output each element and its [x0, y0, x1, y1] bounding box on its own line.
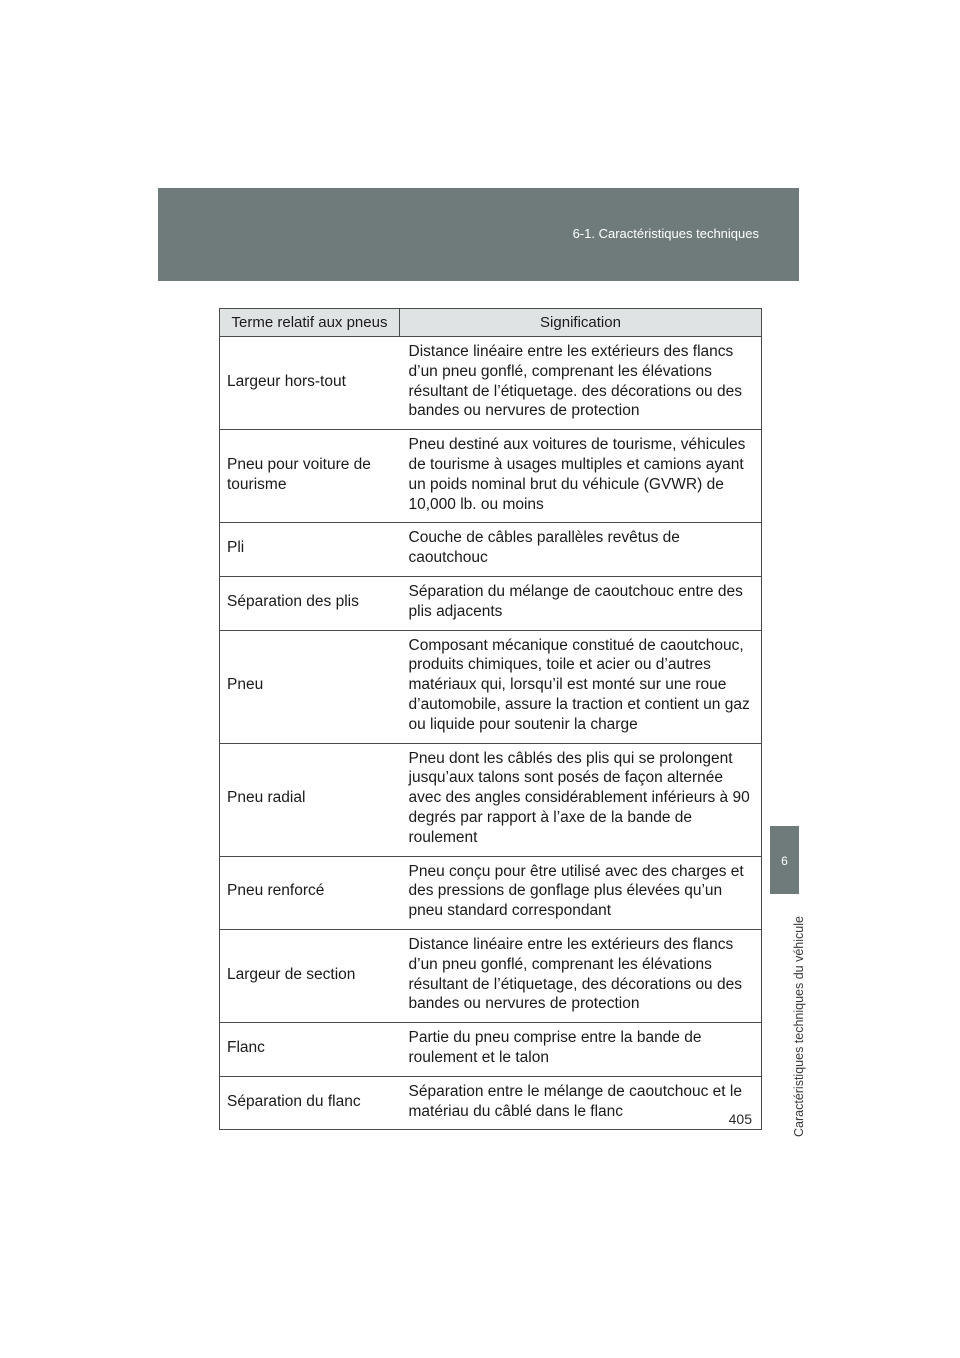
- meaning-cell: Composant mécanique constitué de caoutchouc, produits chimiques, toile et acier ou d’autres matériaux qui, lorsqu’il est monté sur une roue d’automobile, assure la traction et contient un gaz ou liquide pour soutenir la charge: [400, 630, 762, 743]
- meaning-cell: Pneu destiné aux voitures de tourisme, véhicules de tourisme à usages multiples et camions ayant un poids nominal brut du véhicule (GVWR) de 10,000 lb. ou moins: [400, 430, 762, 523]
- meaning-cell: Distance linéaire entre les extérieurs des flancs d’un pneu gonflé, comprenant les élévations résultant de l’étiquetage, des décorations ou des bandes ou nervures de protection: [400, 929, 762, 1022]
- meaning-cell: Séparation du mélange de caoutchouc entre des plis adjacents: [400, 576, 762, 630]
- column-header-meaning: Signification: [400, 309, 762, 337]
- page-number: 405: [728, 1111, 752, 1127]
- term-cell: Séparation des plis: [220, 576, 400, 630]
- table-row: [220, 430, 762, 523]
- term-cell: Pneu radial: [220, 743, 400, 856]
- column-header-term: Terme relatif aux pneus: [220, 309, 400, 337]
- meaning-cell: Pneu conçu pour être utilisé avec des charges et des pressions de gonflage plus élevées qu’un pneu standard correspondant: [400, 856, 762, 929]
- term-cell: Pneu pour voiture de tourisme: [220, 430, 400, 523]
- table-row: [220, 523, 762, 577]
- section-title: 6-1. Caractéristiques techniques: [572, 226, 759, 241]
- term-cell: Pneu renforcé: [220, 856, 400, 929]
- table-row: [220, 743, 762, 856]
- meaning-cell: Séparation entre le mélange de caoutchouc et le matériau du câblé dans le flanc: [400, 1076, 762, 1130]
- term-cell: Pneu: [220, 630, 400, 743]
- tire-terms-table: [219, 308, 762, 1130]
- meaning-cell: Pneu dont les câblés des plis qui se prolongent jusqu’aux talons sont posés de façon alternée avec des angles considérablement inférieurs à 90 degrés par rapport à l’axe de la bande de roulement: [400, 743, 762, 856]
- table-row: [220, 576, 762, 630]
- meaning-cell: Distance linéaire entre les extérieurs des flancs d’un pneu gonflé, comprenant les élévations résultant de l’étiquetage. des décorations ou des bandes ou nervures de protection: [400, 337, 762, 430]
- term-cell: Séparation du flanc: [220, 1076, 400, 1130]
- table-row: [220, 1076, 762, 1130]
- term-cell: Pli: [220, 523, 400, 577]
- header-band: [158, 188, 799, 281]
- meaning-cell: Couche de câbles parallèles revêtus de caoutchouc: [400, 523, 762, 577]
- chapter-label: Caractéristiques techniques du véhicule: [792, 916, 806, 1137]
- meaning-cell: Partie du pneu comprise entre la bande de roulement et le talon: [400, 1023, 762, 1077]
- table-row: [220, 1023, 762, 1077]
- table-row: [220, 856, 762, 929]
- table-row: [220, 337, 762, 430]
- table-header-row: [220, 309, 762, 337]
- chapter-tab: [770, 826, 799, 894]
- chapter-number: 6: [781, 854, 788, 868]
- term-cell: Largeur hors-tout: [220, 337, 400, 430]
- table-row: [220, 630, 762, 743]
- term-cell: Largeur de section: [220, 929, 400, 1022]
- table-row: [220, 929, 762, 1022]
- term-cell: Flanc: [220, 1023, 400, 1077]
